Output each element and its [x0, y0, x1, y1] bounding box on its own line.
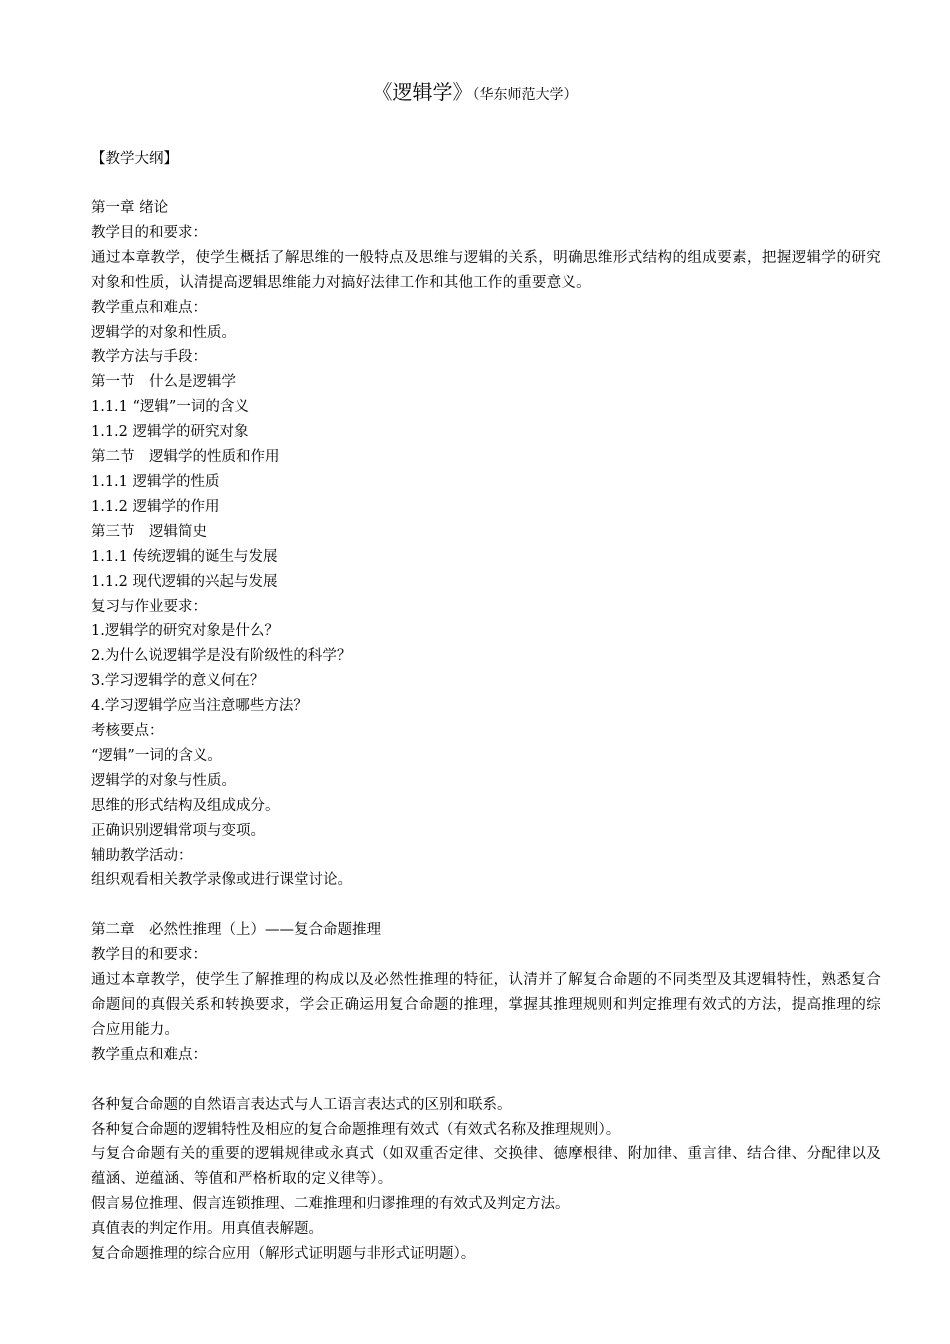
- goal-text: 通过本章教学，使学生概括了解思维的一般特点及思维与逻辑的关系，明确思维形式结构的组成要素，把握逻辑学的研究对象和性质，认清提高逻辑思维能力对搞好法律工作和其他工作的重要意义。: [91, 249, 881, 291]
- subsection: 1.1.2 逻辑学的研究对象: [91, 424, 249, 441]
- exam-point: 正确识别逻辑常项与变项。: [91, 822, 265, 839]
- subsection: 1.1.1 传统逻辑的诞生与发展: [91, 548, 278, 565]
- review-question: 2.为什么说逻辑学是没有阶级性的科学？: [91, 648, 352, 665]
- key-points-text: 逻辑学的对象和性质。: [91, 324, 236, 341]
- key-point: 与复合命题有关的重要的逻辑规律或永真式（如双重否定律、交换律、德摩根律、附加律、重言律、结合律、分配律以及蕴涵、逆蕴涵、等值和严格析取的定义律等）。: [91, 1146, 881, 1188]
- key-points-label: 教学重点和难点：: [91, 1046, 207, 1063]
- key-point: 复合命题推理的综合应用（解形式证明题与非形式证明题）。: [91, 1246, 476, 1263]
- review-question: 4.学习逻辑学应当注意哪些方法？: [91, 698, 308, 715]
- key-point: 各种复合命题的逻辑特性及相应的复合命题推理有效式（有效式名称及推理规则）。: [91, 1121, 621, 1138]
- exam-points-label: 考核要点：: [91, 723, 164, 740]
- chapter-1-heading: 第一章 绪论: [91, 200, 169, 216]
- chapter-2-heading: 第二章 必然性推理（上）——复合命题推理: [91, 922, 381, 939]
- section-heading: 第一节 什么是逻辑学: [91, 374, 236, 391]
- review-question: 3.学习逻辑学的意义何在？: [91, 673, 265, 690]
- subsection: 1.1.1 “逻辑”一词的含义: [91, 399, 249, 416]
- key-point: 真值表的判定作用。用真值表解题。: [91, 1221, 323, 1238]
- outline-heading: 【教学大纲】: [91, 151, 178, 167]
- review-label: 复习与作业要求：: [91, 598, 207, 615]
- section-heading: 第三节 逻辑简史: [91, 523, 207, 540]
- subsection: 1.1.2 现代逻辑的兴起与发展: [91, 573, 278, 590]
- syllabus-body: [91, 196, 881, 1267]
- exam-point: 思维的形式结构及组成成分。: [91, 797, 280, 814]
- blank-line: [91, 893, 881, 918]
- review-question: 1.逻辑学的研究对象是什么？: [91, 623, 279, 640]
- title-main: 《逻辑学》: [372, 80, 473, 104]
- subsection: 1.1.2 逻辑学的作用: [91, 498, 220, 515]
- exam-point: 逻辑学的对象与性质。: [91, 772, 236, 789]
- aux-activity-text: 组织观看相关教学录像或进行课堂讨论。: [91, 872, 352, 889]
- title-institution: （华东师范大学）: [472, 87, 578, 103]
- goal-label: 教学目的和要求：: [91, 224, 207, 241]
- section-heading: 第二节 逻辑学的性质和作用: [91, 449, 280, 466]
- document-title: [0, 76, 950, 105]
- blank-line: [91, 1068, 881, 1093]
- subsection: 1.1.1 逻辑学的性质: [91, 473, 220, 490]
- aux-activity-label: 辅助教学活动：: [91, 847, 193, 864]
- goal-label: 教学目的和要求：: [91, 947, 207, 964]
- key-point: 假言易位推理、假言连锁推理、二难推理和归谬推理的有效式及判定方法。: [91, 1196, 570, 1213]
- key-points-label: 教学重点和难点：: [91, 299, 207, 316]
- exam-point: “逻辑”一词的含义。: [91, 747, 222, 764]
- method-label: 教学方法与手段：: [91, 349, 207, 366]
- goal-text: 通过本章教学，使学生了解推理的构成以及必然性推理的特征，认清并了解复合命题的不同类型及其逻辑特性，熟悉复合命题间的真假关系和转换要求，学会正确运用复合命题的推理，掌握其推理规则和判定推理有效式的方法，提高推理的综合应用能力。: [91, 972, 881, 1038]
- key-point: 各种复合命题的自然语言表达式与人工语言表达式的区别和联系。: [91, 1096, 512, 1113]
